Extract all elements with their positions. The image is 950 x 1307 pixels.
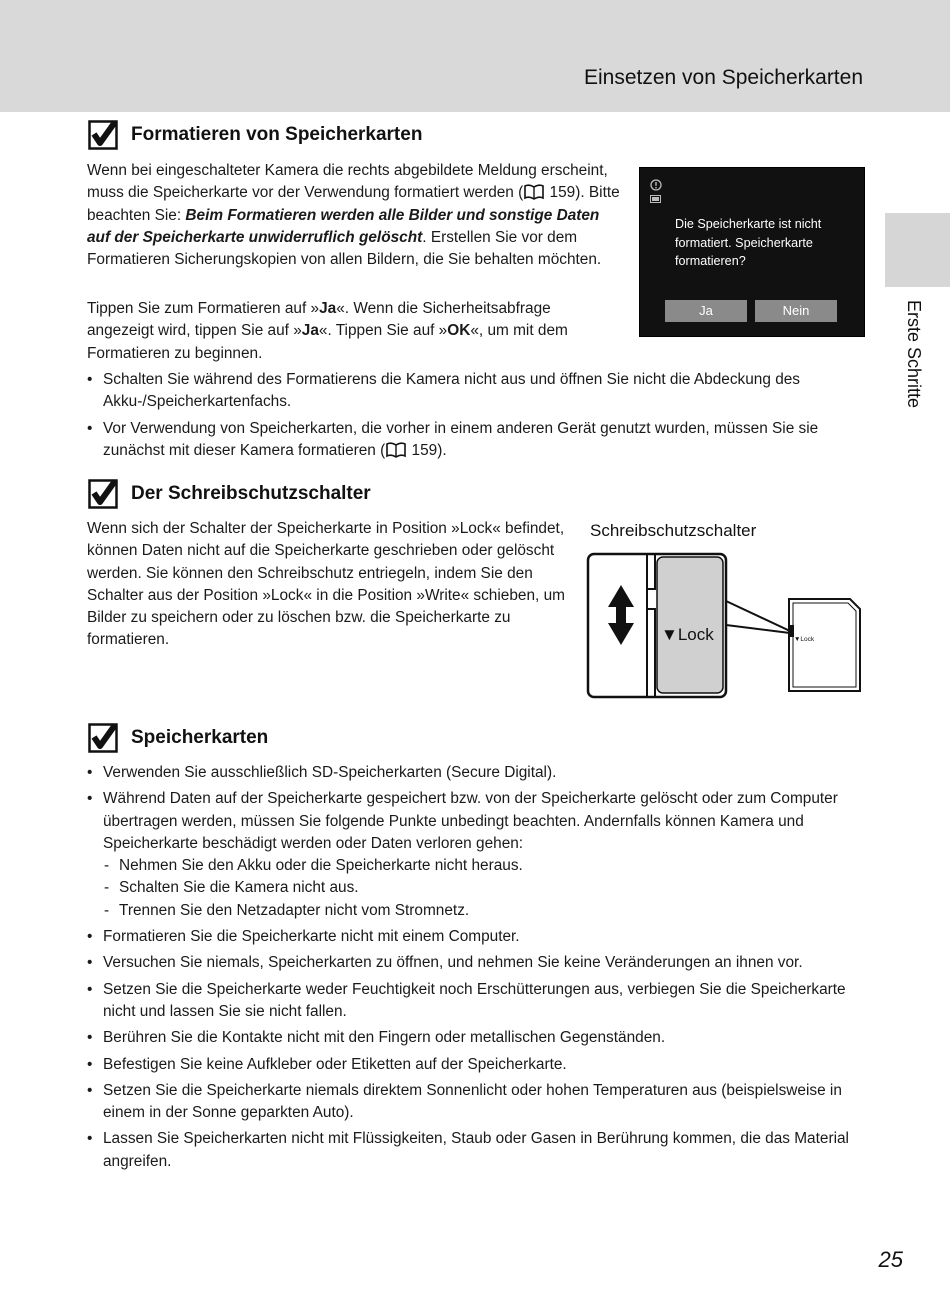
sd-card-icon bbox=[789, 599, 860, 691]
header-band bbox=[0, 0, 950, 112]
list-item: • Versuchen Sie niemals, Speicherkarten zu öffnen, und nehmen Sie keine Veränderungen an ihnen vor. bbox=[87, 952, 862, 974]
page-header-title: Einsetzen von Speicherkarten bbox=[584, 66, 863, 89]
lock-label: ▼Lock bbox=[661, 625, 714, 644]
book-icon bbox=[385, 442, 407, 458]
list-item: • Befestigen Sie keine Aufkleber oder Etiketten auf der Speicherkarte. bbox=[87, 1054, 862, 1076]
list-item: • Berühren Sie die Kontakte nicht mit den Fingern oder metallischen Gegenständen. bbox=[87, 1027, 862, 1049]
section-schreibschutz-heading bbox=[88, 479, 371, 509]
write-protect-switch-diagram bbox=[585, 551, 865, 701]
checkmark-icon bbox=[88, 479, 118, 509]
sub-list-item: - Schalten Sie die Kamera nicht aus. bbox=[103, 877, 862, 899]
format-paragraph-2: Tippen Sie zum Formatieren auf »Ja«. Wenn die Sicherheitsabfrage angezeigt wird, tippen Sie auf »Ja«. Tippen Sie auf »OK«, um mit dem Formatieren zu beginnen. bbox=[87, 300, 568, 362]
sub-list-item: - Nehmen Sie den Akku oder die Speicherkarte nicht heraus. bbox=[103, 855, 862, 877]
chapter-tab bbox=[885, 213, 950, 287]
lock-label-small: ▼Lock bbox=[794, 636, 815, 643]
page-number: 25 bbox=[878, 1247, 903, 1272]
battery-icon bbox=[650, 195, 662, 203]
memory-card-bullet-list bbox=[87, 762, 862, 1177]
format-paragraph-1: Wenn bei eingeschalteter Kamera die rechts abgebildete Meldung erscheint, muss die Speicherkarte vor der Verwendung formatiert werden ( 159). Bitte beachten Sie: Beim Formatieren werden alle Bilder und sonstige Daten auf der Speicherkarte unwiderruflich gelöscht. Erstellen Sie vor dem Formatieren Sicherungskopien von allen Bildern, die Sie behalten möchten. bbox=[87, 162, 620, 269]
chapter-tab-label: Erste Schritte bbox=[904, 300, 924, 409]
list-item: • Während Daten auf der Speicherkarte gespeichert bzw. von der Speicherkarte gelöscht oder zum Computer übertragen werden, müssen Sie folgende Punkte unbedingt beachten. Andernfalls können Kamera und Speicherkarte beschädigt werden oder Daten verloren gehen: - Nehmen Sie den Akku oder die Speicherkarte nicht heraus. - Schalten Sie die Kamera nicht aus. - Trennen Sie den Netzadapter nicht vom Stromnetz. bbox=[87, 788, 862, 922]
dialog-message: Die Speicherkarte ist nicht formatiert. Speicherkarte formatieren? bbox=[675, 217, 822, 268]
list-item: • Verwenden Sie ausschließlich SD-Speicherkarten (Secure Digital). bbox=[87, 762, 862, 784]
sub-list-item: - Trennen Sie den Netzadapter nicht vom Stromnetz. bbox=[103, 900, 862, 922]
list-item: • Setzen Sie die Speicherkarte niemals direktem Sonnenlicht oder hohen Temperaturen aus (beispielsweise in einem in der Sonne geparkten Auto). bbox=[87, 1080, 862, 1125]
dialog-no-button[interactable]: Nein bbox=[755, 300, 837, 322]
diagram-caption: Schreibschutzschalter bbox=[590, 521, 757, 540]
section-speicherkarten-heading bbox=[88, 723, 268, 753]
section-title: Der Schreibschutzschalter bbox=[131, 483, 371, 504]
list-item: • Setzen Sie die Speicherkarte weder Feuchtigkeit noch Erschütterungen aus, verbiegen Sie die Speicherkarte nicht und lassen Sie sie nicht fallen. bbox=[87, 979, 862, 1024]
checkmark-icon bbox=[88, 120, 118, 150]
warning-icon bbox=[650, 179, 662, 191]
section-title: Speicherkarten bbox=[131, 727, 269, 748]
list-item: • Formatieren Sie die Speicherkarte nicht mit einem Computer. bbox=[87, 926, 862, 948]
section-formatieren-heading bbox=[88, 120, 422, 150]
write-protect-paragraph: Wenn sich der Schalter der Speicherkarte in Position »Lock« befindet, können Daten nicht auf die Speicherkarte geschrieben oder gelöscht werden. Sie können den Schreibschutz entriegeln, indem Sie den Schalter aus der Position »Lock« in die Position »Write« schieben, um Bilder zu speichern oder zu löschen bzw. die Speicherkarte zu formatieren. bbox=[87, 520, 565, 649]
list-item: • Vor Verwendung von Speicherkarten, die vorher in einem anderen Gerät genutzt wurden, müssen Sie sie zunächst mit dieser Kamera formatieren ( 159). bbox=[87, 418, 862, 463]
list-item: • Schalten Sie während des Formatierens die Kamera nicht aus und öffnen Sie nicht die Abdeckung des Akku-/Speicherkartenfachs. bbox=[87, 369, 862, 414]
format-bullet-list bbox=[87, 369, 862, 466]
dialog-yes-button[interactable]: Ja bbox=[665, 300, 747, 322]
checkmark-icon bbox=[88, 723, 118, 753]
camera-format-dialog bbox=[639, 167, 865, 337]
sub-list bbox=[103, 855, 862, 922]
list-item: • Lassen Sie Speicherkarten nicht mit Flüssigkeiten, Staub oder Gasen in Berührung kommen, die das Material angreifen. bbox=[87, 1128, 862, 1173]
section-title: Formatieren von Speicherkarten bbox=[131, 124, 423, 145]
book-icon bbox=[523, 184, 545, 200]
